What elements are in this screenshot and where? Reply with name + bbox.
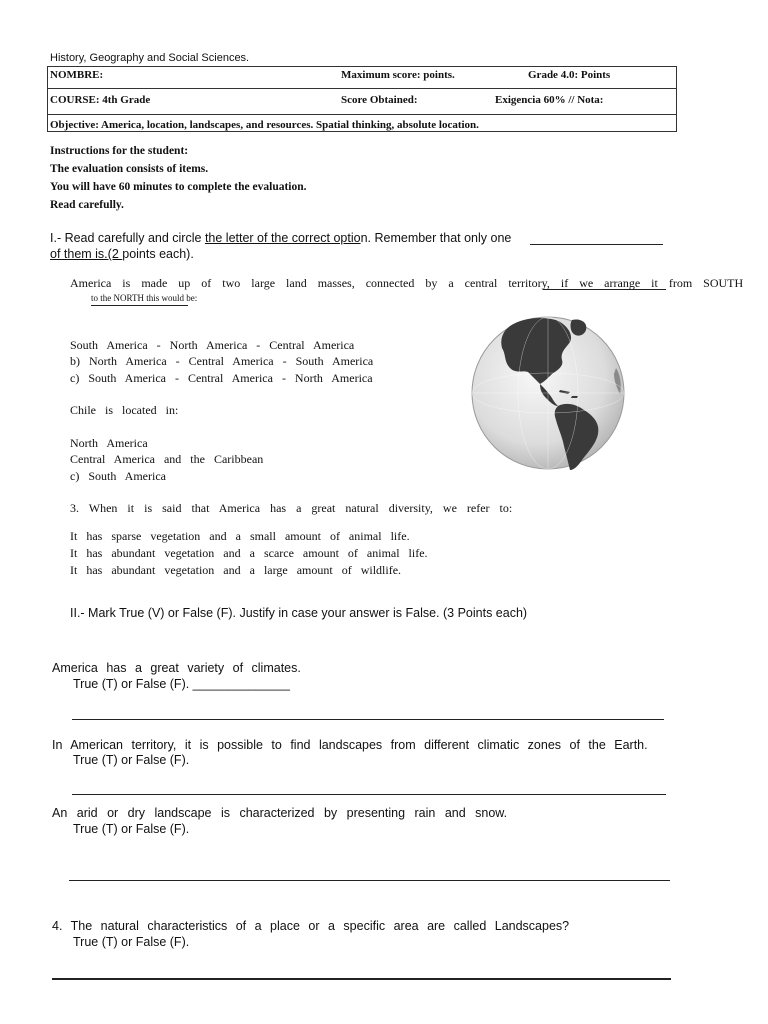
objective-text: Objective: America, location, landscapes, and resources. Spatial thinking, absolute location. <box>50 119 479 131</box>
tf-item-1-statement: America has a great variety of climates. <box>52 661 301 675</box>
justification-line[interactable] <box>72 719 664 720</box>
section2-title: II.- Mark True (V) or False (F). Justify in case your answer is False. (3 Points each) <box>70 606 528 620</box>
tf-item-2-statement: In American territory, it is possible to find landscapes from different climatic zones of the Earth. <box>52 738 648 752</box>
q3-option-b[interactable]: It has abundant vegetation and a scarce amount of animal life. <box>70 546 428 560</box>
question-2-text: Chile is located in: <box>70 403 179 417</box>
justification-line[interactable] <box>69 880 670 881</box>
q1-option-b[interactable]: b) North America - Central America - South America <box>70 354 374 368</box>
tf-item-4-statement: 4. The natural characteristics of a place or a specific area are called Landscapes? <box>52 919 570 933</box>
blank-line <box>530 244 663 245</box>
grade-label: Grade 4.0: Points <box>528 69 611 81</box>
tf-item-2-answer[interactable]: True (T) or False (F). <box>73 753 190 767</box>
justification-line[interactable] <box>52 978 671 980</box>
tf-item-3-statement: An arid or dry landscape is characterized by presenting rain and snow. <box>52 806 508 820</box>
instructions-title: Instructions for the student: <box>50 145 189 157</box>
q3-option-c[interactable]: It has abundant vegetation and a large amount of wildlife. <box>70 563 402 577</box>
instruction-line: The evaluation consists of items. <box>50 163 209 175</box>
section1-text: points each). <box>122 247 194 261</box>
tf-item-1-answer[interactable]: True (T) or False (F). ______________ <box>73 677 291 691</box>
q2-option-a[interactable]: North America <box>70 436 148 450</box>
q3-option-a[interactable]: It has sparse vegetation and a small amount of animal life. <box>70 529 410 543</box>
instruction-line: You will have 60 minutes to complete the evaluation. <box>50 181 307 193</box>
question-1-text-cont: to the NORTH this would be: <box>91 293 198 303</box>
underline-mark <box>91 305 188 306</box>
underline-mark <box>543 289 666 290</box>
name-field-label: NOMBRE: <box>50 69 104 81</box>
course-label: COURSE: 4th Grade <box>50 94 151 106</box>
subject-title: History, Geography and Social Sciences. <box>50 52 250 64</box>
section1-underlined: of them is.(2 <box>50 247 123 261</box>
q1-option-a[interactable]: South America - North America - Central America <box>70 338 355 352</box>
exigencia-label: Exigencia 60% // Nota: <box>495 94 604 106</box>
section1-underlined: the letter of the correct optio <box>204 231 361 245</box>
q1-option-c[interactable]: c) South America - Central America - North America <box>70 371 373 385</box>
globe-americas-image <box>470 312 626 474</box>
instruction-line: Read carefully. <box>50 199 124 211</box>
tf-item-4-answer[interactable]: True (T) or False (F). <box>73 935 190 949</box>
max-score-label: Maximum score: points. <box>341 69 455 81</box>
justification-line[interactable] <box>72 794 666 795</box>
section1-text: I.- Read carefully and circle <box>50 231 205 245</box>
section1-text: n. Remember that only one <box>360 231 512 245</box>
q2-option-c[interactable]: c) South America <box>70 469 166 483</box>
header-divider <box>48 114 676 115</box>
q2-option-b[interactable]: Central America and the Caribbean <box>70 452 264 466</box>
score-obtained-label: Score Obtained: <box>341 94 418 106</box>
tf-item-3-answer[interactable]: True (T) or False (F). <box>73 822 190 836</box>
section1-instruction <box>50 231 511 245</box>
header-divider <box>48 88 676 89</box>
question-1-text: America is made up of two large land masses, connected by a central territory, if we arrange it from SOUTH <box>70 276 744 290</box>
section1-instruction-cont <box>50 247 194 261</box>
question-3-text: 3. When it is said that America has a great natural diversity, we refer to: <box>70 501 513 515</box>
